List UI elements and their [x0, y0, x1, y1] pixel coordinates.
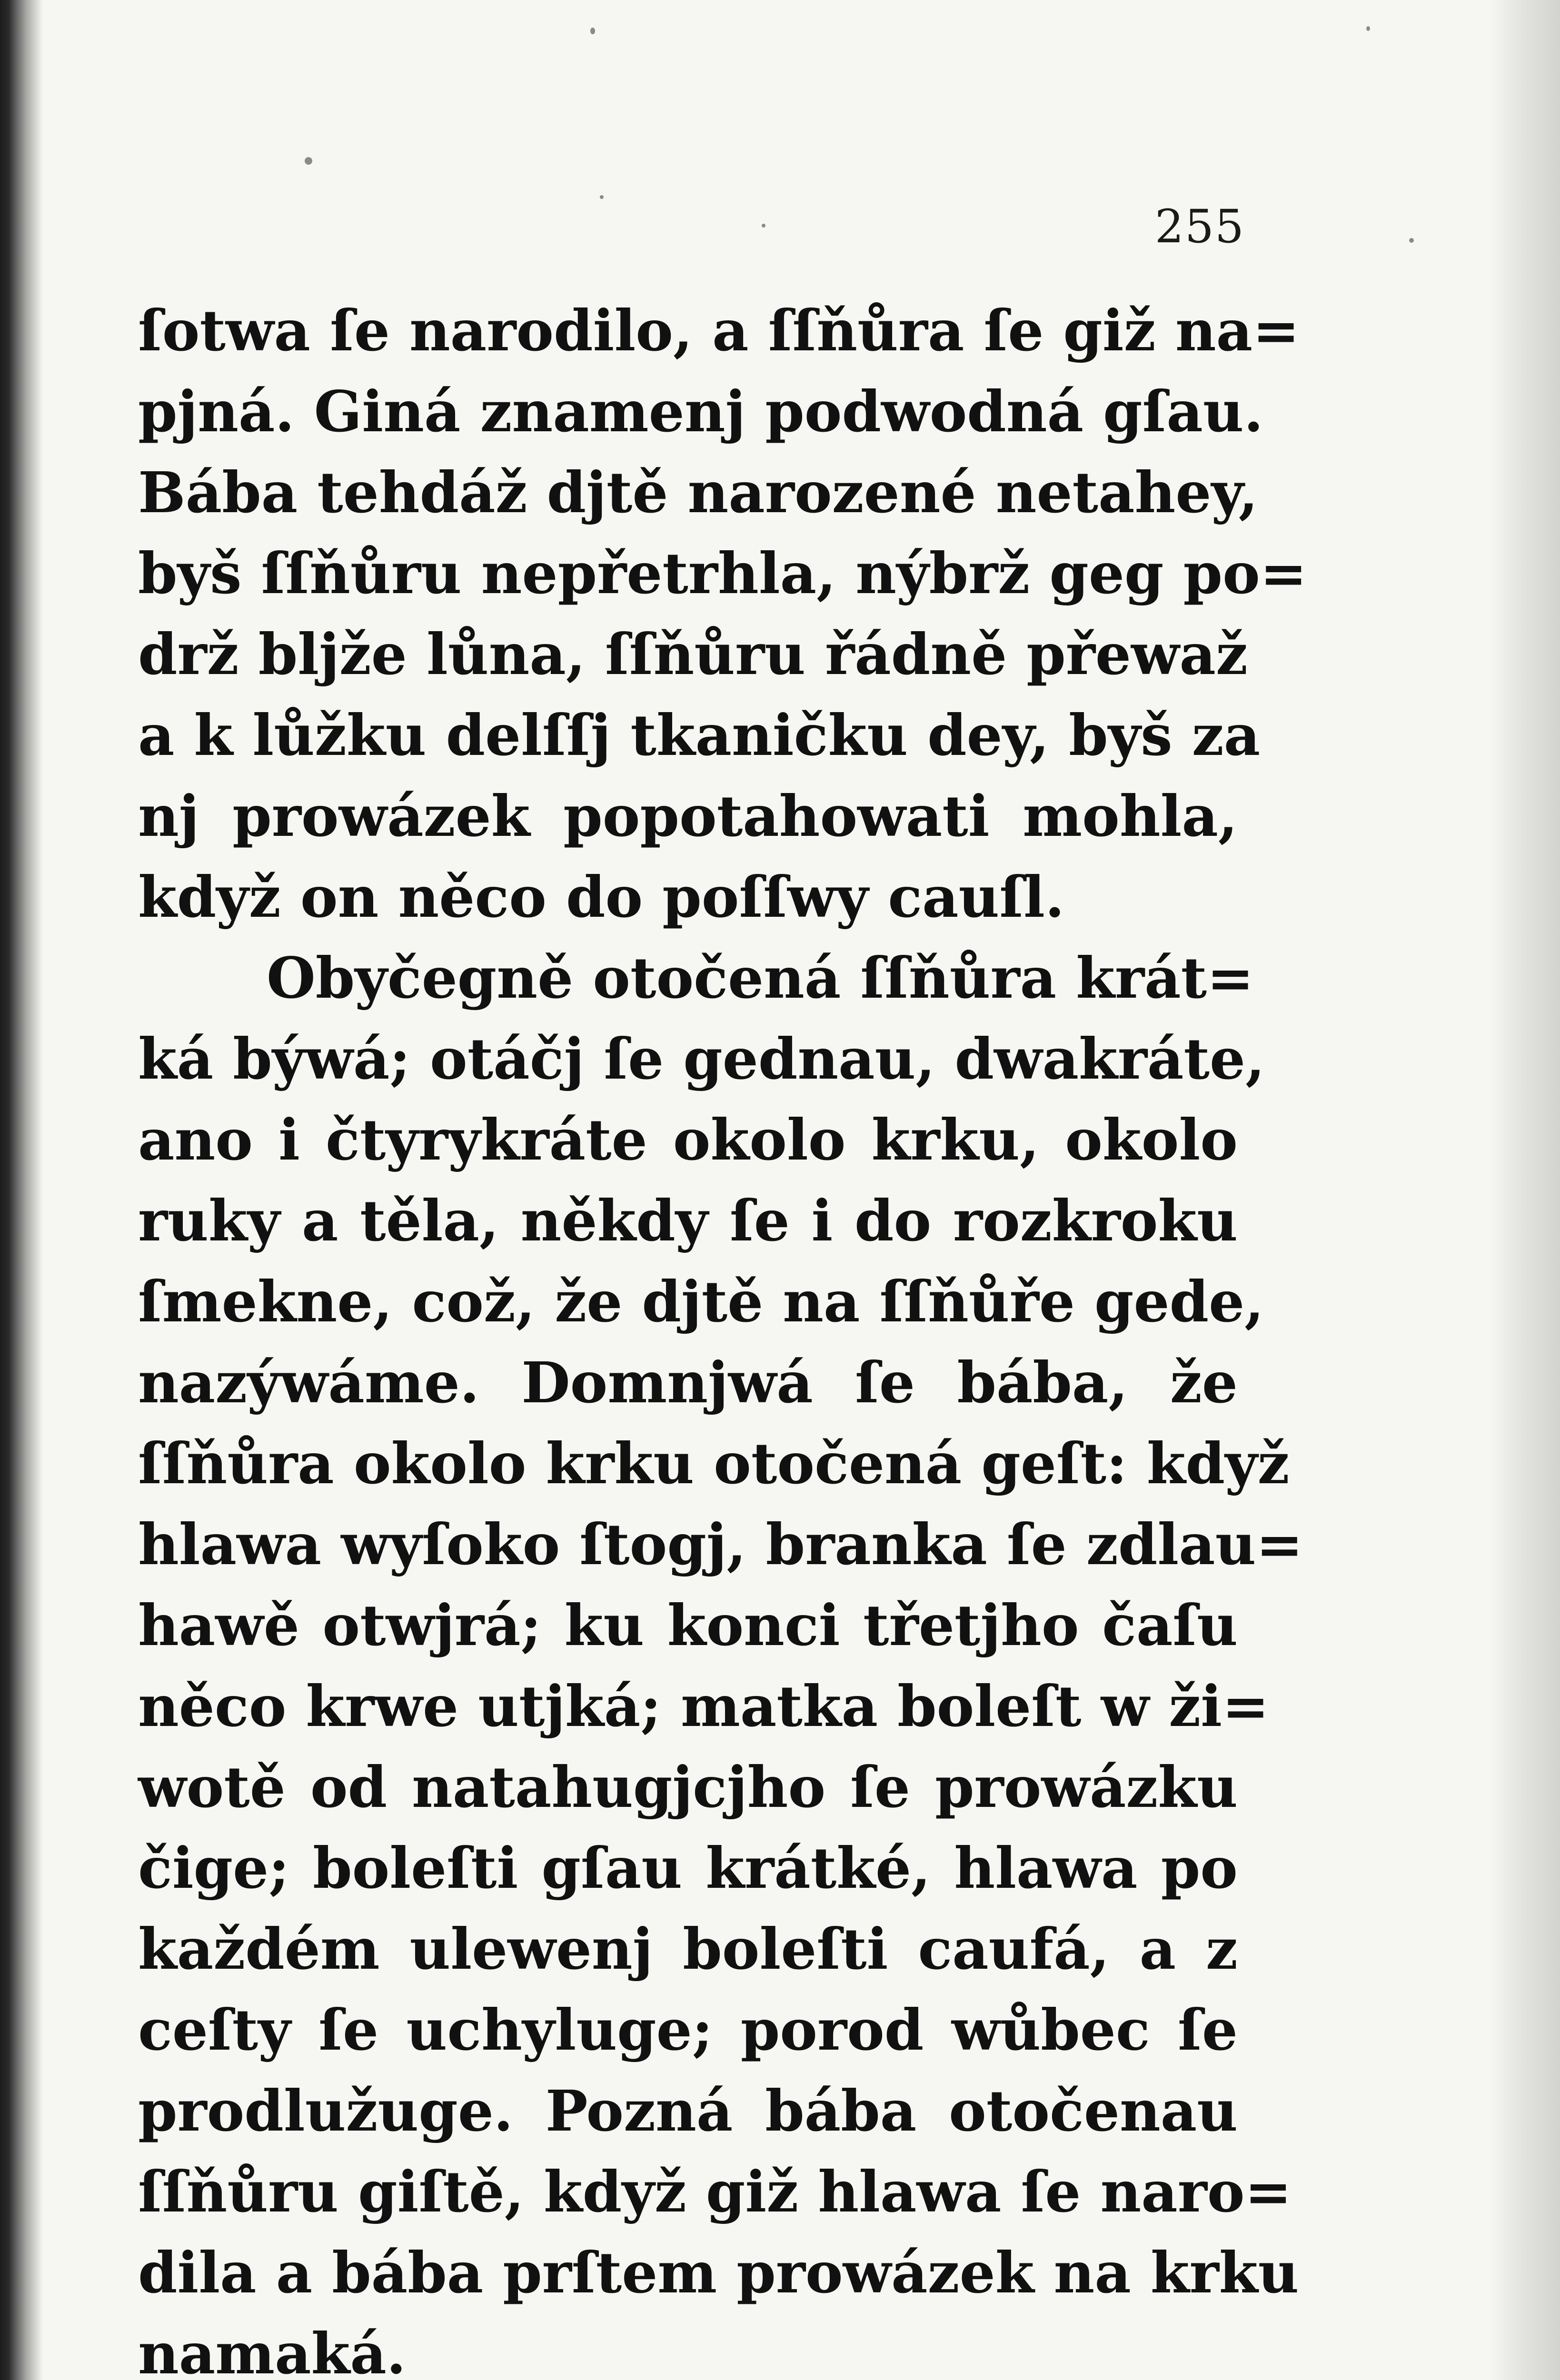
text-line: dila a bába prſtem prowázek na krku — [138, 2240, 1299, 2306]
text-line: ká býwá; otáčj ſe gednau, dwakráte, — [138, 1026, 1265, 1092]
text-line: něco krwe utjká; matka boleſt w ži= — [138, 1673, 1269, 1739]
text-line: ceſty ſe uchyluge; porod wůbec ſe — [138, 1997, 1238, 2063]
text-line: ſſňůra okolo krku otočená geſt: když — [138, 1430, 1290, 1497]
text-line: Obyčegně otočená ſſňůra krát= — [267, 945, 1254, 1011]
text-line: když on něco do poſſwy cauſl. — [138, 864, 1065, 930]
text-line: hawě otwjrá; ku konci třetjho čaſu — [138, 1592, 1238, 1658]
text-line: prodlužuge. Pozná bába otočenau — [138, 2078, 1238, 2144]
text-line: Bába tehdáž djtě narozené netahey, — [138, 459, 1258, 526]
text-line: ſſňůru giſtě, když giž hlawa ſe naro= — [138, 2159, 1292, 2225]
text-line: pjná. Giná znamenj podwodná gſau. — [138, 378, 1263, 445]
text-line: byš ſſňůru nepřetrhla, nýbrž geg po= — [138, 540, 1307, 606]
text-line: ano i čtyrykráte okolo krku, okolo — [138, 1107, 1238, 1173]
text-line: drž blјže lůna, ſſňůru řádně přewaž — [138, 621, 1248, 687]
binding-gutter — [0, 0, 43, 2380]
text-line: čige; boleſti gſau krátké, hlawa po — [138, 1835, 1238, 1901]
text-line: nazýwáme. Domnjwá ſe bába, že — [138, 1349, 1238, 1416]
text-line: každém ulewenj boleſti caufá, a z — [138, 1916, 1238, 1982]
text-line: ſotwa ſe narodilo, a ſſňůra ſe giž na= — [138, 298, 1300, 364]
text-line: namaká. — [138, 2320, 406, 2380]
text-line: a k lůžku delſſj tkaničku dey, byš za — [138, 702, 1261, 768]
text-line: nj prowázek popotahowati mohla, — [138, 783, 1238, 849]
text-line: ruky a těla, někdy ſe i do rozkroku — [138, 1188, 1238, 1254]
page-number: 255 — [1154, 200, 1245, 253]
text-line: ſmekne, což, že djtě na ſſňůře gede, — [138, 1269, 1264, 1335]
page-edge — [1489, 0, 1560, 2380]
text-line: wotě od natahugjcjho ſe prowázku — [138, 1754, 1238, 1820]
text-line: hlawa wyſoko ſtogj, branka ſe zdlau= — [138, 1511, 1303, 1577]
